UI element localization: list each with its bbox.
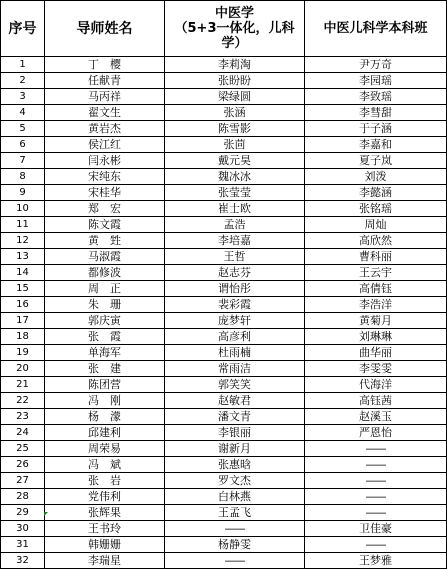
table-row — [1, 169, 447, 185]
table-row — [1, 73, 447, 89]
row-serial-number: 1 — [1, 57, 45, 73]
row-mentor-name: 朱 珊 — [45, 297, 165, 313]
row-undergrad-student: 李懿涵 — [305, 185, 447, 201]
table-row — [1, 281, 447, 297]
table-row — [1, 521, 447, 537]
row-serial-number: 32 — [1, 553, 45, 569]
row-tcm-student: 白林燕 — [165, 489, 305, 505]
row-mentor-name: 陈团营 — [45, 377, 165, 393]
row-serial-number: 21 — [1, 377, 45, 393]
table-header — [1, 1, 447, 57]
row-serial-number: 6 — [1, 137, 45, 153]
row-tcm-student: 罗文杰 — [165, 473, 305, 489]
table-row — [1, 121, 447, 137]
table-row — [1, 361, 447, 377]
row-tcm-student: 崔士欧 — [165, 201, 305, 217]
header-serial-number: 序号 — [1, 1, 45, 57]
row-undergrad-student: —— — [305, 505, 447, 521]
row-mentor-name: 单海军 — [45, 345, 165, 361]
row-mentor-name: 郑 宏 — [45, 201, 165, 217]
row-tcm-student: 潘文青 — [165, 409, 305, 425]
row-undergrad-student: 卫佳豪 — [305, 521, 447, 537]
row-serial-number: 30 — [1, 521, 45, 537]
row-tcm-student: 裴彩霞 — [165, 297, 305, 313]
row-undergrad-student: 黄菊月 — [305, 313, 447, 329]
table-body — [1, 57, 447, 569]
row-mentor-name: 黄 甡 — [45, 233, 165, 249]
table-row — [1, 313, 447, 329]
header-tcm-program — [165, 1, 305, 57]
row-serial-number: 20 — [1, 361, 45, 377]
row-undergrad-student: 高钰茜 — [305, 393, 447, 409]
row-undergrad-student: —— — [305, 489, 447, 505]
row-serial-number: 7 — [1, 153, 45, 169]
row-serial-number: 24 — [1, 425, 45, 441]
header-tcm-program-subtitle: （5+3一体化，儿科学） — [174, 21, 295, 51]
row-tcm-student: 李莉淘 — [165, 57, 305, 73]
table-row — [1, 425, 447, 441]
table-row — [1, 345, 447, 361]
row-undergrad-student: 夏子岚 — [305, 153, 447, 169]
table-row — [1, 537, 447, 553]
table-row — [1, 217, 447, 233]
row-undergrad-student: —— — [305, 473, 447, 489]
row-undergrad-student: 高欣然 — [305, 233, 447, 249]
row-tcm-student: 赵敏君 — [165, 393, 305, 409]
row-undergrad-student: —— — [305, 537, 447, 553]
row-undergrad-student: 赵溪玉 — [305, 409, 447, 425]
row-undergrad-student: 代海洋 — [305, 377, 447, 393]
table-row — [1, 265, 447, 281]
row-undergrad-student: 李彗甜 — [305, 105, 447, 121]
row-serial-number: 25 — [1, 441, 45, 457]
row-undergrad-student: —— — [305, 457, 447, 473]
row-mentor-name: 郭庆寅 — [45, 313, 165, 329]
row-tcm-student: 戴元昊 — [165, 153, 305, 169]
row-mentor-name: 侯江红 — [45, 137, 165, 153]
row-undergrad-student: 王梦雅 — [305, 553, 447, 569]
row-undergrad-student: 曲华丽 — [305, 345, 447, 361]
row-tcm-student: 赵志芬 — [165, 265, 305, 281]
table-row — [1, 473, 447, 489]
table-row — [1, 441, 447, 457]
row-serial-number: 27 — [1, 473, 45, 489]
row-tcm-student: 庞梦轩 — [165, 313, 305, 329]
row-serial-number: 22 — [1, 393, 45, 409]
row-tcm-student: 谢新月 — [165, 441, 305, 457]
header-row — [1, 1, 447, 57]
row-tcm-student: 张茴 — [165, 137, 305, 153]
row-serial-number: 18 — [1, 329, 45, 345]
row-serial-number: 13 — [1, 249, 45, 265]
row-mentor-name: 党伟利 — [45, 489, 165, 505]
row-mentor-name: 闫永彬 — [45, 153, 165, 169]
row-mentor-name: 张 建 — [45, 361, 165, 377]
table-row — [1, 377, 447, 393]
row-mentor-name: 王书玲 — [45, 521, 165, 537]
row-undergrad-student: 王云宇 — [305, 265, 447, 281]
row-tcm-student: 张盼盼 — [165, 73, 305, 89]
row-serial-number: 8 — [1, 169, 45, 185]
row-tcm-student: 王孟飞 — [165, 505, 305, 521]
row-mentor-name: 杨 濛 — [45, 409, 165, 425]
row-serial-number: 2 — [1, 73, 45, 89]
row-serial-number: 28 — [1, 489, 45, 505]
row-undergrad-student: 尹万奇 — [305, 57, 447, 73]
row-undergrad-student: 刘泼 — [305, 169, 447, 185]
row-serial-number: 31 — [1, 537, 45, 553]
row-tcm-student: 李培嘉 — [165, 233, 305, 249]
row-undergrad-student: 周灿 — [305, 217, 447, 233]
table-row — [1, 137, 447, 153]
row-serial-number: 11 — [1, 217, 45, 233]
row-tcm-student: 常雨洁 — [165, 361, 305, 377]
table-row — [1, 57, 447, 73]
row-undergrad-student: 严恩怡 — [305, 425, 447, 441]
row-serial-number: 19 — [1, 345, 45, 361]
row-mentor-name: 都修波 — [45, 265, 165, 281]
row-serial-number: 3 — [1, 89, 45, 105]
row-tcm-student: 高彦利 — [165, 329, 305, 345]
row-mentor-name: 丁 樱 — [45, 57, 165, 73]
row-undergrad-student: 曹科丽 — [305, 249, 447, 265]
row-mentor-name: 任献青 — [45, 73, 165, 89]
row-undergrad-student: 李嘉和 — [305, 137, 447, 153]
row-serial-number: 17 — [1, 313, 45, 329]
row-mentor-name: 黄岩杰 — [45, 121, 165, 137]
row-tcm-student: 魏冰冰 — [165, 169, 305, 185]
row-serial-number: 23 — [1, 409, 45, 425]
row-mentor-name: 李瑞星 — [45, 553, 165, 569]
row-mentor-name: 周 正 — [45, 281, 165, 297]
row-serial-number: 9 — [1, 185, 45, 201]
row-mentor-name: 张辉果 — [45, 505, 165, 521]
table-row — [1, 297, 447, 313]
table-row — [1, 233, 447, 249]
table-row — [1, 553, 447, 569]
row-undergrad-student: 张铭瑶 — [305, 201, 447, 217]
table-row — [1, 201, 447, 217]
row-tcm-student: 张涵 — [165, 105, 305, 121]
cell-comment-marker — [44, 512, 48, 516]
row-mentor-name: 冯 刚 — [45, 393, 165, 409]
table-row — [1, 489, 447, 505]
row-undergrad-student: 李致瑶 — [305, 89, 447, 105]
row-tcm-student: 杨静雯 — [165, 537, 305, 553]
header-pediatrics-undergrad: 中医儿科学本科班 — [305, 1, 447, 57]
row-mentor-name: 宋桂华 — [45, 185, 165, 201]
header-mentor-name: 导师姓名 — [45, 1, 165, 57]
table-row — [1, 457, 447, 473]
row-tcm-student: —— — [165, 553, 305, 569]
row-mentor-name: 陈文霞 — [45, 217, 165, 233]
row-mentor-name: 冯 斌 — [45, 457, 165, 473]
row-undergrad-student: —— — [305, 441, 447, 457]
row-tcm-student: 李银丽 — [165, 425, 305, 441]
row-tcm-student: 王哲 — [165, 249, 305, 265]
row-mentor-name: 韩姗姗 — [45, 537, 165, 553]
row-tcm-student: —— — [165, 521, 305, 537]
table-row — [1, 409, 447, 425]
row-serial-number: 14 — [1, 265, 45, 281]
table-row — [1, 185, 447, 201]
row-tcm-student: 陈雪影 — [165, 121, 305, 137]
row-mentor-name: 张 岩 — [45, 473, 165, 489]
row-undergrad-student: 李雯雯 — [305, 361, 447, 377]
row-undergrad-student: 李浩洋 — [305, 297, 447, 313]
row-mentor-name: 周荣易 — [45, 441, 165, 457]
row-serial-number: 12 — [1, 233, 45, 249]
row-mentor-name: 邱建利 — [45, 425, 165, 441]
row-tcm-student: 孟浩 — [165, 217, 305, 233]
row-serial-number: 5 — [1, 121, 45, 137]
row-undergrad-student: 刘琳琳 — [305, 329, 447, 345]
table-row — [1, 249, 447, 265]
table-row — [1, 89, 447, 105]
row-undergrad-student: 李园瑶 — [305, 73, 447, 89]
row-serial-number: 10 — [1, 201, 45, 217]
table-row — [1, 329, 447, 345]
row-tcm-student: 梁绿圆 — [165, 89, 305, 105]
table-row — [1, 505, 447, 521]
row-tcm-student: 谓怡彤 — [165, 281, 305, 297]
row-serial-number: 29 — [1, 505, 45, 521]
row-undergrad-student: 高倩钰 — [305, 281, 447, 297]
row-mentor-name: 马淑霞 — [45, 249, 165, 265]
row-tcm-student: 张莹莹 — [165, 185, 305, 201]
row-tcm-student: 郭笑笑 — [165, 377, 305, 393]
row-serial-number: 16 — [1, 297, 45, 313]
table-row — [1, 153, 447, 169]
row-tcm-student: 张惠晗 — [165, 457, 305, 473]
row-mentor-name: 宋纯东 — [45, 169, 165, 185]
row-serial-number: 26 — [1, 457, 45, 473]
row-serial-number: 15 — [1, 281, 45, 297]
table-row — [1, 105, 447, 121]
header-tcm-program-title: 中医学 — [214, 6, 254, 21]
row-serial-number: 4 — [1, 105, 45, 121]
row-mentor-name: 张 霞 — [45, 329, 165, 345]
row-mentor-name: 翟文生 — [45, 105, 165, 121]
row-tcm-student: 杜雨楠 — [165, 345, 305, 361]
table-row — [1, 393, 447, 409]
row-undergrad-student: 于子涵 — [305, 121, 447, 137]
row-mentor-name: 马丙祥 — [45, 89, 165, 105]
